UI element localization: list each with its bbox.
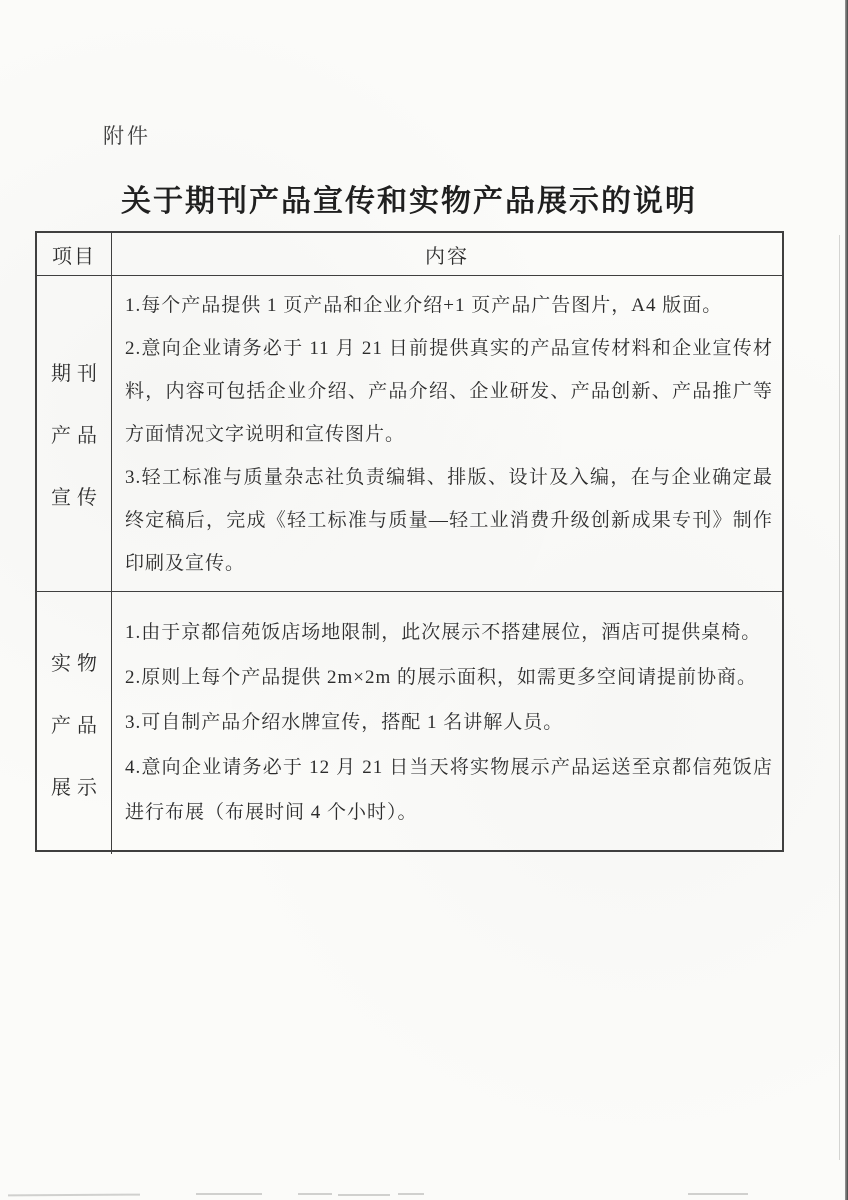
row-content-physical-display [112,592,782,854]
row-label-line: 产品 [51,425,103,447]
page-title: 关于期刊产品宣传和实物产品展示的说明 [121,185,697,218]
scan-dash [298,1193,332,1195]
row-label-line: 实物 [51,652,103,675]
scan-dash [8,1194,140,1197]
table-header-item: 项目 [37,233,112,276]
content-item: 1.由于京都信苑饭店场地限制，此次展示不搭建展位，酒店可提供桌椅。 [125,622,762,643]
content-item: 3.可自制产品介绍水牌宣传，搭配 1 名讲解人员。 [125,712,564,733]
scan-dash [196,1193,262,1195]
content-item: 1.每个产品提供 1 页产品和企业介绍+1 页产品广告图片，A4 版面。 [125,295,723,316]
scan-dash [398,1193,424,1195]
row-label-journal-promotion [37,276,112,592]
content-item: 3.轻工标准与质量杂志社负责编辑、排版、设计及入编，在与企业确定最终定稿后，完成《轻工标准与质量—轻工业消费升级创新成果专刊》制作印刷及宣传。 [125,467,773,574]
row-label-line: 宣传 [51,487,103,509]
scan-dash [688,1193,748,1195]
content-item: 4.意向企业请务必于 12 月 21 日当天将实物展示产品运送至京都信苑饭店进行布展（布展时间 4 个小时）。 [125,757,773,823]
row-label-line: 期刊 [51,363,103,385]
content-item: 2.原则上每个产品提供 2m×2m 的展示面积，如需更多空间请提前协商。 [125,667,758,688]
table-header-content: 内容 [112,233,782,276]
scan-edge-faint-line [839,235,840,1160]
attachment-label: 附件 [103,124,151,148]
row-label-line: 产品 [51,714,103,737]
row-label-line: 展示 [51,776,103,799]
content-item: 2.意向企业请务必于 11 月 21 日前提供真实的产品宣传材料和企业宣传材料，内容可包括企业介绍、产品介绍、企业研发、产品创新、产品推广等方面情况文字说明和宣传图片。 [125,338,773,445]
scan-dash [338,1194,390,1196]
info-table [35,231,784,852]
row-content-journal-promotion [112,276,782,592]
row-label-physical-display [37,592,112,854]
